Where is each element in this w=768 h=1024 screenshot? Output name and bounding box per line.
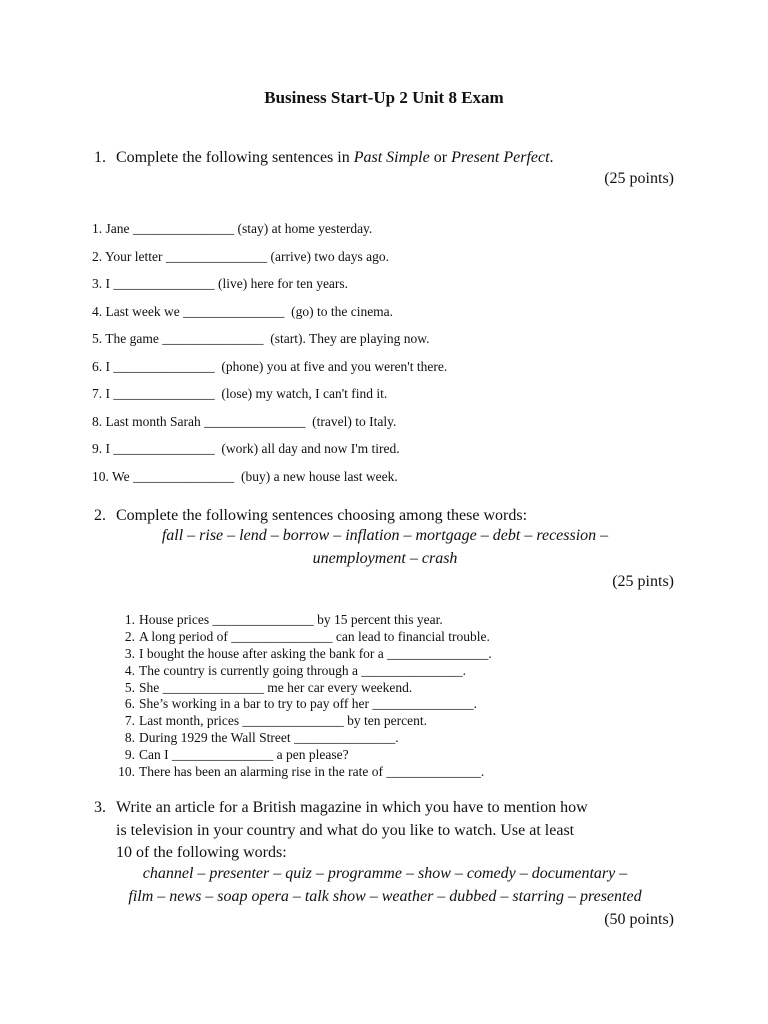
section1-item-5: 5. The game _______________ (start). They are playing now. xyxy=(92,331,430,346)
period-text: . xyxy=(549,149,554,166)
item-number: 6. xyxy=(124,696,135,712)
section3-words-line-1: channel – presenter – quiz – programme – show – comedy – documentary – xyxy=(142,865,628,882)
section1-item-3: 3. I _______________ (live) here for ten years. xyxy=(92,276,349,291)
tense-past-simple: Past Simple xyxy=(353,149,430,166)
section3-line-2: is television in your country and what do you like to watch. Use at least xyxy=(116,821,575,839)
item-text: A long period of _______________ can lead to financial trouble. xyxy=(139,628,490,644)
item-text: During 1929 the Wall Street _______________. xyxy=(139,730,399,746)
item-number: 8. xyxy=(124,730,135,746)
item-text: She’s working in a bar to try to pay off her _______________. xyxy=(139,696,477,712)
section1-item-10: 10. We _______________ (buy) a new house last week. xyxy=(92,469,398,484)
section2-points: (25 pints) xyxy=(612,573,674,590)
section3-words-line-2: film – news – soap opera – talk show – weather – dubbed – starring – presented xyxy=(128,888,642,905)
item-text: She _______________ me her car every weekend. xyxy=(139,679,413,695)
section2-instruction-text: Complete the following sentences choosing among these words: xyxy=(116,507,528,524)
section1-item-7: 7. I _______________ (lose) my watch, I can't find it. xyxy=(92,386,388,401)
section2-words-line-1: fall – rise – lend – borrow – inflation – mortgage – debt – recession – xyxy=(161,527,609,544)
item-number: 3. xyxy=(124,645,135,661)
item-number: 4. xyxy=(124,662,135,678)
section1-item-1: 1. Jane _______________ (stay) at home yesterday. xyxy=(92,221,373,236)
item-text: There has been an alarming rise in the rate of ______________. xyxy=(139,764,485,780)
section1-item-8: 8. Last month Sarah _______________ (travel) to Italy. xyxy=(92,414,397,429)
section1-number: 1. xyxy=(94,149,106,166)
section3-line-1: Write an article for a British magazine in which you have to mention how xyxy=(116,799,588,816)
section2-words-line-2: unemployment – crash xyxy=(312,550,458,567)
section1-instruction xyxy=(94,147,676,170)
item-number: 5. xyxy=(124,679,135,695)
item-text: Last month, prices _______________ by ten percent. xyxy=(139,713,427,729)
or-text: or xyxy=(429,149,452,166)
item-text: Can I _______________ a pen please? xyxy=(139,747,349,763)
section2-instruction xyxy=(94,505,676,528)
item-number: 7. xyxy=(124,713,135,729)
section3-line-3: 10 of the following words: xyxy=(116,844,287,861)
item-text: The country is currently going through a _______________. xyxy=(139,662,466,678)
item-text: I bought the house after asking the bank for a _______________. xyxy=(139,645,492,661)
section3-instruction xyxy=(94,797,676,865)
page-title: Business Start-Up 2 Unit 8 Exam xyxy=(264,88,504,107)
section1-points: (25 points) xyxy=(604,170,674,187)
item-number: 1. xyxy=(124,612,135,627)
item-number: 9. xyxy=(124,747,135,763)
section1-item-2: 2. Your letter _______________ (arrive) two days ago. xyxy=(92,249,389,264)
section1-item-6: 6. I _______________ (phone) you at five and you weren't there. xyxy=(92,359,448,374)
section1-item-9: 9. I _______________ (work) all day and now I'm tired. xyxy=(92,441,400,456)
item-text: House prices _______________ by 15 percent this year. xyxy=(139,612,443,627)
section1-instruction-text: Complete the following sentences in xyxy=(116,149,354,166)
item-number: 10. xyxy=(118,764,135,780)
section3-number: 3. xyxy=(94,799,106,816)
tense-present-perfect: Present Perfect xyxy=(451,149,550,166)
item-number: 2. xyxy=(124,628,135,644)
section2-number: 2. xyxy=(94,507,106,524)
section1-item-4: 4. Last week we _______________ (go) to the cinema. xyxy=(92,304,394,319)
section3-points: (50 points) xyxy=(604,911,674,928)
